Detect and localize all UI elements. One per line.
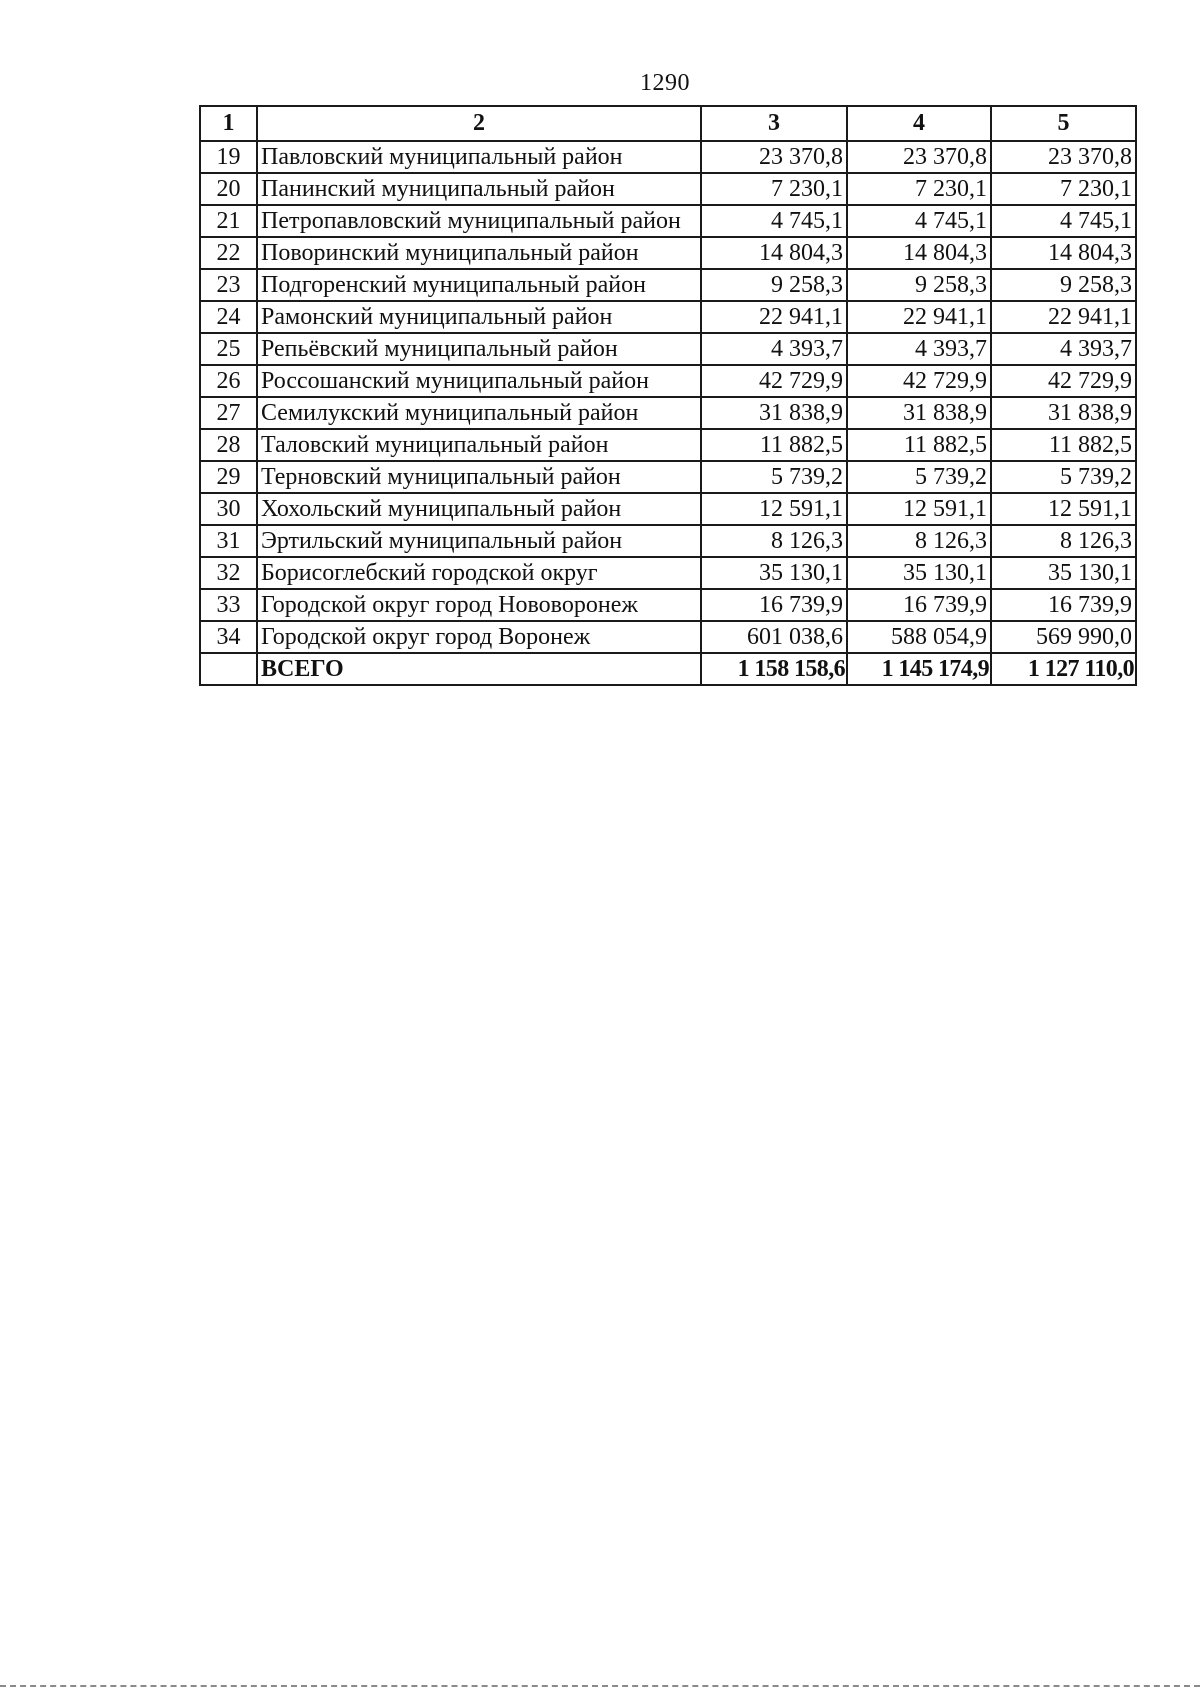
value-col-3: 4 745,1 (701, 205, 847, 237)
value-col-5: 14 804,3 (991, 237, 1136, 269)
value-col-5: 5 739,2 (991, 461, 1136, 493)
value-col-5: 12 591,1 (991, 493, 1136, 525)
value-col-3: 16 739,9 (701, 589, 847, 621)
value-col-3: 8 126,3 (701, 525, 847, 557)
row-number: 28 (200, 429, 257, 461)
district-name: Репьёвский муниципальный район (257, 333, 701, 365)
table-row (200, 429, 1136, 461)
value-col-3: 42 729,9 (701, 365, 847, 397)
value-col-4: 22 941,1 (847, 301, 991, 333)
value-col-5: 569 990,0 (991, 621, 1136, 653)
row-number: 24 (200, 301, 257, 333)
value-col-5: 9 258,3 (991, 269, 1136, 301)
column-header-2: 2 (257, 106, 701, 141)
district-name: Терновский муниципальный район (257, 461, 701, 493)
district-name: Петропавловский муниципальный район (257, 205, 701, 237)
table-row (200, 205, 1136, 237)
value-col-5: 8 126,3 (991, 525, 1136, 557)
budget-distribution-table (199, 105, 1137, 686)
row-number: 25 (200, 333, 257, 365)
table-row (200, 333, 1136, 365)
value-col-3: 22 941,1 (701, 301, 847, 333)
value-col-3: 35 130,1 (701, 557, 847, 589)
value-col-4: 588 054,9 (847, 621, 991, 653)
row-number: 22 (200, 237, 257, 269)
table-body (200, 141, 1136, 685)
district-name: Хохольский муниципальный район (257, 493, 701, 525)
table-header-row (200, 106, 1136, 141)
page-number: 1290 (640, 70, 690, 96)
column-header-4: 4 (847, 106, 991, 141)
row-number: 19 (200, 141, 257, 173)
value-col-3: 14 804,3 (701, 237, 847, 269)
value-col-3: 12 591,1 (701, 493, 847, 525)
district-name: Борисоглебский городской округ (257, 557, 701, 589)
total-col-5: 1 127 110,0 (991, 653, 1136, 685)
value-col-4: 4 745,1 (847, 205, 991, 237)
row-number: 32 (200, 557, 257, 589)
value-col-4: 7 230,1 (847, 173, 991, 205)
column-header-3: 3 (701, 106, 847, 141)
row-number: 23 (200, 269, 257, 301)
value-col-4: 35 130,1 (847, 557, 991, 589)
row-number: 34 (200, 621, 257, 653)
total-row (200, 653, 1136, 685)
column-header-1: 1 (200, 106, 257, 141)
district-name: Павловский муниципальный район (257, 141, 701, 173)
district-name: Семилукский муниципальный район (257, 397, 701, 429)
table-row (200, 141, 1136, 173)
value-col-4: 42 729,9 (847, 365, 991, 397)
district-name: Городской округ город Нововоронеж (257, 589, 701, 621)
column-header-5: 5 (991, 106, 1136, 141)
page-bottom-rule (0, 1685, 1200, 1687)
total-label: ВСЕГО (257, 653, 701, 685)
value-col-3: 9 258,3 (701, 269, 847, 301)
value-col-3: 31 838,9 (701, 397, 847, 429)
value-col-3: 4 393,7 (701, 333, 847, 365)
value-col-4: 16 739,9 (847, 589, 991, 621)
value-col-5: 23 370,8 (991, 141, 1136, 173)
total-col-4: 1 145 174,9 (847, 653, 991, 685)
table-row (200, 269, 1136, 301)
value-col-4: 4 393,7 (847, 333, 991, 365)
table-row (200, 237, 1136, 269)
row-number: 31 (200, 525, 257, 557)
district-name: Поворинский муниципальный район (257, 237, 701, 269)
total-col-3: 1 158 158,6 (701, 653, 847, 685)
row-number: 33 (200, 589, 257, 621)
value-col-5: 31 838,9 (991, 397, 1136, 429)
district-name: Рамонский муниципальный район (257, 301, 701, 333)
value-col-3: 23 370,8 (701, 141, 847, 173)
row-number: 30 (200, 493, 257, 525)
value-col-5: 35 130,1 (991, 557, 1136, 589)
value-col-5: 22 941,1 (991, 301, 1136, 333)
table-row (200, 461, 1136, 493)
value-col-5: 4 745,1 (991, 205, 1136, 237)
table-row (200, 621, 1136, 653)
district-name: Россошанский муниципальный район (257, 365, 701, 397)
table-row (200, 365, 1136, 397)
value-col-3: 7 230,1 (701, 173, 847, 205)
row-number: 26 (200, 365, 257, 397)
value-col-4: 9 258,3 (847, 269, 991, 301)
value-col-4: 5 739,2 (847, 461, 991, 493)
value-col-4: 11 882,5 (847, 429, 991, 461)
table-row (200, 525, 1136, 557)
value-col-5: 11 882,5 (991, 429, 1136, 461)
value-col-3: 11 882,5 (701, 429, 847, 461)
table-row (200, 397, 1136, 429)
district-name: Подгоренский муниципальный район (257, 269, 701, 301)
row-number: 20 (200, 173, 257, 205)
value-col-3: 601 038,6 (701, 621, 847, 653)
value-col-4: 14 804,3 (847, 237, 991, 269)
value-col-4: 8 126,3 (847, 525, 991, 557)
value-col-3: 5 739,2 (701, 461, 847, 493)
value-col-5: 16 739,9 (991, 589, 1136, 621)
table-row (200, 557, 1136, 589)
value-col-5: 4 393,7 (991, 333, 1136, 365)
row-number: 21 (200, 205, 257, 237)
table-row (200, 173, 1136, 205)
total-row-number (200, 653, 257, 685)
row-number: 27 (200, 397, 257, 429)
table-row (200, 589, 1136, 621)
value-col-4: 23 370,8 (847, 141, 991, 173)
table-row (200, 493, 1136, 525)
value-col-5: 42 729,9 (991, 365, 1136, 397)
value-col-4: 12 591,1 (847, 493, 991, 525)
value-col-5: 7 230,1 (991, 173, 1136, 205)
district-name: Эртильский муниципальный район (257, 525, 701, 557)
table-row (200, 301, 1136, 333)
district-name: Панинский муниципальный район (257, 173, 701, 205)
district-name: Городской округ город Воронеж (257, 621, 701, 653)
district-name: Таловский муниципальный район (257, 429, 701, 461)
row-number: 29 (200, 461, 257, 493)
value-col-4: 31 838,9 (847, 397, 991, 429)
